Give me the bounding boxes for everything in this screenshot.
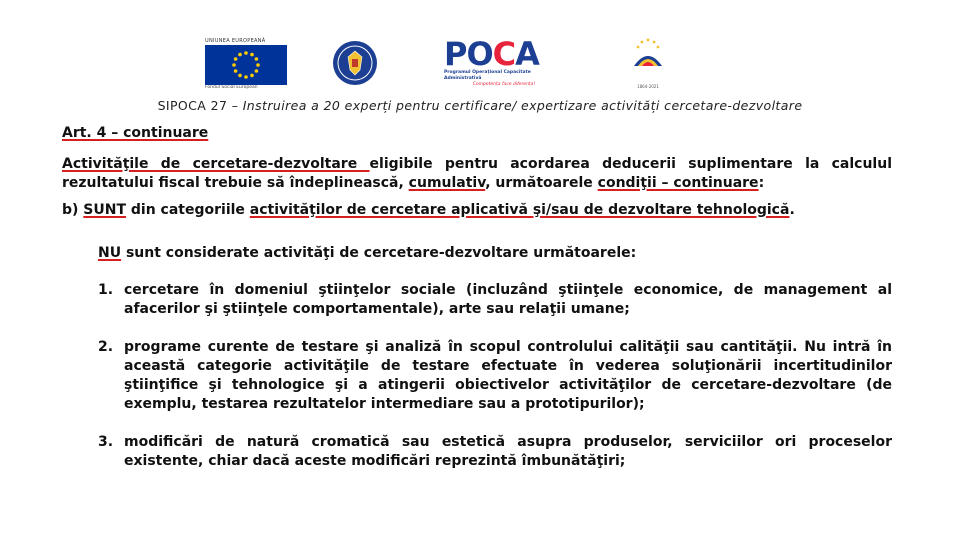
list-item: 1. cercetare în domeniul ştiinţelor sociale (incluzând ştiinţele economice, de management al afacerilor şi ştiinţele comportamentale), arte sau relaţii umane; [98, 282, 892, 317]
eu-logo [205, 38, 293, 91]
eu-flag-icon [205, 45, 287, 85]
poca-tagline: Competența face diferența! [472, 82, 536, 87]
institution-logo [620, 36, 676, 89]
exclusions-list [98, 281, 892, 471]
institution-years: 1864-2021 [637, 84, 659, 89]
document-body [62, 124, 892, 490]
government-seal-icon [332, 40, 378, 86]
article-title: Art. 4 – continuare [62, 125, 209, 141]
eu-subcaption: Fondul Social European [205, 85, 258, 90]
poca-logo [444, 35, 564, 88]
poca-wordmark: POCA [444, 35, 539, 73]
list-item: 2. programe curente de testare şi analiză în scopul controlului calităţii sau cantităţii. Nu intră în această categorie activităţile de testare efectuate în vederea soluţionării incertitudinilor ştiinţifice şi tehnologice şi a atingerii obiectivelor activităţilor de cercetare-dezvoltare (de exemplu, testarea rezultatelor intermediare sau a prototipurilor); [98, 339, 892, 412]
list-item: 3. modificări de natură cromatică sau estetică asupra produselor, serviciilor ori proceselor existente, chiar dacă aceste modificări reprezintă îmbunătăţiri; [98, 434, 892, 469]
eu-caption: UNIUNEA EUROPEANĂ [205, 38, 266, 44]
exclusions-intro: NU sunt considerate activităţi de cercetare-dezvoltare următoarele: [98, 245, 637, 261]
conditions-paragraph: Activităţile de cercetare-dezvoltare eligibile pentru acordarea deducerii suplimentare la calculul rezultatului fiscal trebuie să îndeplinească, cumulativ, următoarele condiţii – continuare: [62, 156, 892, 191]
institution-emblem-icon [620, 36, 676, 80]
project-header: SIPOCA 27 – Instruirea a 20 experți pentru certificare/ expertizare activități cercetare-dezvoltare [157, 98, 803, 113]
condition-b: b) SUNT din categoriile activităţilor de cercetare aplicativă şi/sau de dezvoltare tehnologică. [62, 202, 795, 218]
logo-bar [0, 34, 960, 96]
poca-subtitle: Programul Operațional Capacitate Administrativă [444, 70, 531, 81]
